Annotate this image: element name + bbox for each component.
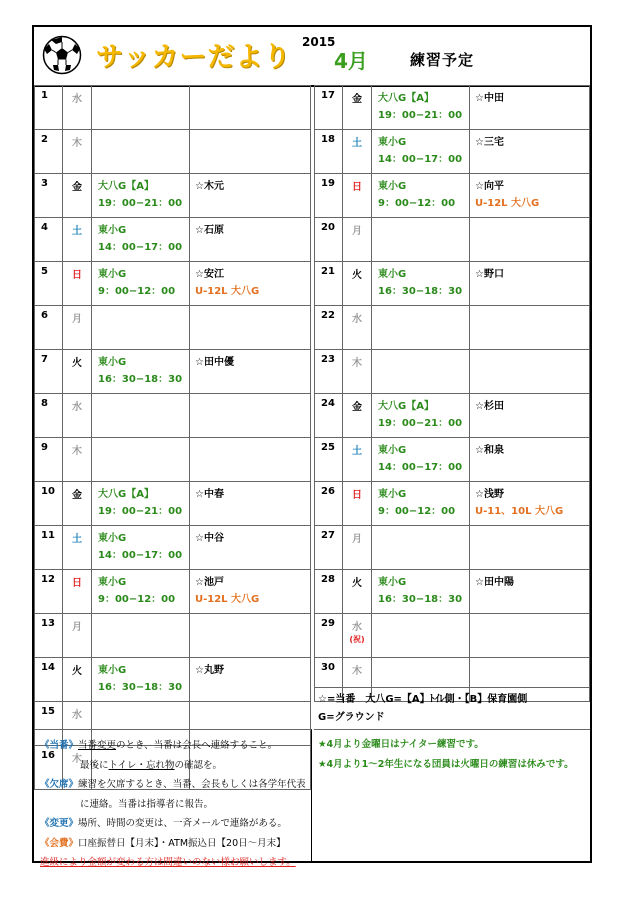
match-info: U-12L 大八G (195, 594, 260, 605)
weekday-label: 土 (72, 534, 82, 545)
day-number: 15 (35, 702, 63, 746)
weekday-cell (63, 218, 92, 262)
schedule-table-right (314, 85, 590, 702)
weekday-label: 木 (352, 358, 362, 369)
note-text: 口座振替日【月末】・ATM振込日【20日〜月末】 (78, 837, 286, 849)
duty-cell (470, 438, 590, 482)
weekday-label: 日 (72, 578, 82, 589)
place-cell (92, 218, 190, 262)
day-number: 2 (35, 130, 63, 174)
duty-cell (190, 526, 311, 570)
day-row (35, 86, 311, 130)
day-row (35, 350, 311, 394)
weekday-cell (343, 130, 372, 174)
duty-cell (470, 86, 590, 130)
duty-person: ☆中春 (195, 489, 224, 500)
weekday-label: 水 (72, 402, 82, 413)
weekday-cell (63, 350, 92, 394)
day-row (35, 614, 311, 658)
place-cell (92, 130, 190, 174)
duty-cell (470, 174, 590, 218)
day-number: 28 (315, 570, 343, 614)
weekday-cell (343, 526, 372, 570)
place-name: 東小G (378, 137, 407, 148)
day-row (315, 570, 590, 614)
duty-person: ☆向平 (475, 181, 504, 192)
weekday-label: 土 (352, 138, 362, 149)
place-name: 東小G (98, 269, 127, 280)
match-info: U-12L 大八G (475, 198, 540, 209)
month-label: 4月 (334, 49, 368, 73)
day-number: 11 (35, 526, 63, 570)
day-number: 30 (315, 658, 343, 702)
weekday-cell (343, 174, 372, 218)
duty-cell (470, 262, 590, 306)
duty-person: ☆田中優 (195, 357, 234, 368)
day-row (315, 438, 590, 482)
day-number: 25 (315, 438, 343, 482)
soccer-ball-icon (42, 35, 82, 75)
duty-cell (470, 570, 590, 614)
practice-time: 14：00−17：00 (378, 462, 463, 473)
note-absence (40, 775, 311, 814)
weekday-cell (63, 262, 92, 306)
duty-person: ☆野口 (475, 269, 504, 280)
place-cell (92, 174, 190, 218)
practice-time: 16：30−18：30 (378, 594, 463, 605)
note-key: 《変更》 (40, 818, 79, 829)
weekday-label: 金 (72, 182, 82, 193)
remark: ★4月より1〜2年生になる団員は火曜日の練習は休みです。 (318, 759, 574, 770)
weekday-label: 月 (72, 622, 82, 633)
duty-person: ☆石原 (195, 225, 224, 236)
day-row (315, 350, 590, 394)
weekday-label: 月 (72, 314, 82, 325)
weekday-cell (63, 570, 92, 614)
day-number: 23 (315, 350, 343, 394)
day-number: 9 (35, 438, 63, 482)
newsletter-frame (32, 25, 592, 868)
weekday-label: 木 (352, 666, 362, 677)
note-warning: 進級により金額が変わる方は間違いのない様お願いします。 (40, 857, 296, 868)
practice-time: 9：00−12：00 (98, 594, 176, 605)
day-number: 1 (35, 86, 63, 130)
weekday-label: 火 (352, 270, 362, 281)
place-cell (372, 526, 470, 570)
place-cell (92, 658, 190, 702)
weekday-label: 日 (352, 182, 362, 193)
weekday-cell (63, 306, 92, 350)
place-cell (372, 130, 470, 174)
weekday-cell (343, 306, 372, 350)
place-cell (92, 438, 190, 482)
weekday-label: 金 (352, 94, 362, 105)
duty-person: ☆池戸 (195, 577, 224, 588)
place-name: 大八G【A】 (378, 401, 434, 412)
weekday-cell (63, 482, 92, 526)
duty-cell (470, 482, 590, 526)
weekday-cell (343, 350, 372, 394)
day-number: 29 (315, 614, 343, 658)
day-number: 16 (35, 746, 63, 790)
duty-cell (470, 526, 590, 570)
day-number: 22 (315, 306, 343, 350)
day-row (315, 482, 590, 526)
weekday-label: 木 (72, 754, 82, 765)
place-name: 東小G (378, 577, 407, 588)
duty-cell (190, 570, 311, 614)
day-row (35, 262, 311, 306)
weekday-cell (63, 526, 92, 570)
note-text: 当番変更 (78, 740, 117, 751)
duty-cell (190, 218, 311, 262)
weekday-cell (63, 394, 92, 438)
day-number: 27 (315, 526, 343, 570)
practice-time: 16：30−18：30 (98, 682, 183, 693)
practice-time: 16：30−18：30 (98, 374, 183, 385)
place-cell (92, 394, 190, 438)
duty-cell (190, 614, 311, 658)
weekday-label: 火 (72, 666, 82, 677)
day-number: 12 (35, 570, 63, 614)
note-change (40, 814, 311, 834)
legend-line: ☆=当番 大八G=【A】ﾄｲﾚ側・【B】保育園側 (318, 694, 528, 705)
legend (314, 687, 590, 730)
note-key: 《会費》 (40, 837, 79, 849)
duty-cell (190, 262, 311, 306)
practice-time: 19：00−21：00 (378, 418, 463, 429)
place-cell (92, 86, 190, 130)
holiday-mark: (祝) (349, 635, 365, 644)
duty-cell (190, 438, 311, 482)
remark: ★4月より金曜日はナイター練習です。 (318, 739, 484, 750)
duty-cell (190, 350, 311, 394)
place-name: 東小G (378, 489, 407, 500)
day-row (35, 438, 311, 482)
weekday-label: 火 (352, 578, 362, 589)
duty-cell (190, 306, 311, 350)
notes-section (34, 729, 312, 868)
weekday-cell (343, 570, 372, 614)
day-number: 21 (315, 262, 343, 306)
place-cell (372, 394, 470, 438)
weekday-label: 火 (72, 358, 82, 369)
note-fee (40, 834, 311, 854)
duty-cell (190, 130, 311, 174)
place-cell (92, 350, 190, 394)
note-key: 《当番》 (40, 740, 79, 751)
place-name: 東小G (378, 445, 407, 456)
place-name: 大八G【A】 (98, 181, 154, 192)
place-name: 東小G (98, 665, 127, 676)
day-row (35, 174, 311, 218)
duty-cell (470, 130, 590, 174)
note-text: 練習を欠席するとき、当番、会長もしくは各学年代表 (78, 779, 306, 790)
day-number: 3 (35, 174, 63, 218)
practice-time: 19：00−21：00 (98, 198, 183, 209)
note-text (40, 756, 311, 776)
weekday-cell (63, 438, 92, 482)
day-row (315, 394, 590, 438)
place-cell (92, 526, 190, 570)
day-row (35, 218, 311, 262)
place-cell (372, 614, 470, 658)
weekday-cell (343, 438, 372, 482)
duty-cell (470, 218, 590, 262)
day-row (315, 174, 590, 218)
place-cell (372, 174, 470, 218)
day-row (35, 394, 311, 438)
place-cell (92, 482, 190, 526)
newsletter-title: サッカーだより (96, 42, 292, 73)
practice-time: 14：00−17：00 (378, 154, 463, 165)
note-text: の確認を。 (174, 759, 223, 771)
note-duty (40, 736, 311, 775)
place-name: 東小G (98, 577, 127, 588)
weekday-label: 月 (352, 226, 362, 237)
duty-person: ☆杉田 (475, 401, 504, 412)
day-row (35, 130, 311, 174)
weekday-cell (343, 482, 372, 526)
place-cell (372, 482, 470, 526)
day-row (315, 218, 590, 262)
weekday-label: 水 (72, 94, 82, 105)
day-row (315, 262, 590, 306)
place-name: 東小G (98, 225, 127, 236)
day-number: 14 (35, 658, 63, 702)
day-row (35, 526, 311, 570)
weekday-cell (343, 614, 372, 658)
day-row (315, 130, 590, 174)
day-number: 5 (35, 262, 63, 306)
weekday-label: 水 (352, 622, 362, 633)
day-number: 26 (315, 482, 343, 526)
weekday-cell (63, 130, 92, 174)
day-number: 19 (315, 174, 343, 218)
duty-cell (190, 174, 311, 218)
weekday-cell (343, 394, 372, 438)
weekday-label: 日 (72, 270, 82, 281)
weekday-label: 金 (72, 490, 82, 501)
duty-cell (190, 86, 311, 130)
duty-cell (190, 482, 311, 526)
weekday-cell (343, 262, 372, 306)
duty-cell (190, 394, 311, 438)
duty-person: ☆和泉 (475, 445, 504, 456)
place-cell (372, 306, 470, 350)
weekday-label: 水 (352, 314, 362, 325)
place-cell (372, 86, 470, 130)
day-row (35, 570, 311, 614)
remarks-section (314, 729, 590, 775)
weekday-cell (63, 658, 92, 702)
place-name: 東小G (98, 357, 127, 368)
day-number: 6 (35, 306, 63, 350)
practice-time: 14：00−17：00 (98, 242, 183, 253)
place-name: 東小G (378, 181, 407, 192)
day-number: 8 (35, 394, 63, 438)
day-row (315, 614, 590, 658)
note-text: に連絡。当番は指導者に報告。 (80, 798, 214, 810)
weekday-label: 日 (352, 490, 362, 501)
weekday-cell (63, 174, 92, 218)
place-cell (92, 306, 190, 350)
duty-person: ☆中谷 (195, 533, 224, 544)
note-text: のとき、当番は会長へ連絡すること。 (116, 740, 278, 751)
duty-person: ☆木元 (195, 181, 224, 192)
note-text: トイレ・忘れ物 (108, 759, 175, 771)
note-key: 《欠席》 (40, 779, 79, 790)
place-name: 東小G (98, 533, 127, 544)
practice-time: 16：30−18：30 (378, 286, 463, 297)
match-info: U-12L 大八G (195, 286, 260, 297)
day-number: 24 (315, 394, 343, 438)
weekday-cell (63, 614, 92, 658)
weekday-label: 金 (352, 402, 362, 413)
schedule-table-left (34, 85, 311, 790)
place-name: 大八G【A】 (378, 93, 434, 104)
place-cell (372, 570, 470, 614)
duty-cell (470, 394, 590, 438)
duty-person: ☆中田 (475, 93, 504, 104)
day-row (315, 86, 590, 130)
day-row (35, 306, 311, 350)
day-number: 7 (35, 350, 63, 394)
day-row (315, 526, 590, 570)
duty-cell (470, 350, 590, 394)
weekday-cell (63, 86, 92, 130)
legend-line: G=グラウンド (318, 712, 385, 723)
duty-cell (470, 306, 590, 350)
day-number: 10 (35, 482, 63, 526)
day-number: 17 (315, 86, 343, 130)
duty-person: ☆丸野 (195, 665, 224, 676)
weekday-label: 土 (72, 226, 82, 237)
day-row (35, 482, 311, 526)
practice-time: 9：00−12：00 (378, 506, 456, 517)
practice-time: 14：00−17：00 (98, 550, 183, 561)
practice-time: 9：00−12：00 (98, 286, 176, 297)
place-cell (92, 570, 190, 614)
weekday-label: 木 (72, 138, 82, 149)
day-number: 13 (35, 614, 63, 658)
place-cell (372, 438, 470, 482)
place-cell (372, 262, 470, 306)
day-row (35, 658, 311, 702)
year-label: 2015 (302, 35, 336, 49)
practice-time: 19：00−21：00 (378, 110, 463, 121)
place-cell (372, 350, 470, 394)
day-number: 20 (315, 218, 343, 262)
note-text: 最後に (80, 759, 109, 771)
place-cell (372, 218, 470, 262)
duty-cell (190, 658, 311, 702)
match-info: U-11、10L 大八G (475, 506, 564, 517)
day-row (315, 306, 590, 350)
duty-person: ☆浅野 (475, 489, 504, 500)
weekday-label: 月 (352, 534, 362, 545)
weekday-label: 木 (72, 446, 82, 457)
weekday-cell (343, 218, 372, 262)
schedule-subtitle: 練習予定 (410, 51, 475, 69)
place-name: 大八G【A】 (98, 489, 154, 500)
weekday-cell (343, 86, 372, 130)
weekday-label: 水 (72, 710, 82, 721)
day-number: 18 (315, 130, 343, 174)
place-name: 東小G (378, 269, 407, 280)
place-cell (92, 262, 190, 306)
note-text: 場所、時間の変更は、一斉メールで連絡がある。 (78, 818, 287, 829)
header (34, 27, 590, 87)
place-cell (92, 614, 190, 658)
duty-cell (470, 614, 590, 658)
practice-time: 9：00−12：00 (378, 198, 456, 209)
practice-time: 19：00−21：00 (98, 506, 183, 517)
day-number: 4 (35, 218, 63, 262)
duty-person: ☆安江 (195, 269, 224, 280)
duty-person: ☆田中陽 (475, 577, 514, 588)
duty-person: ☆三宅 (475, 137, 504, 148)
weekday-label: 土 (352, 446, 362, 457)
